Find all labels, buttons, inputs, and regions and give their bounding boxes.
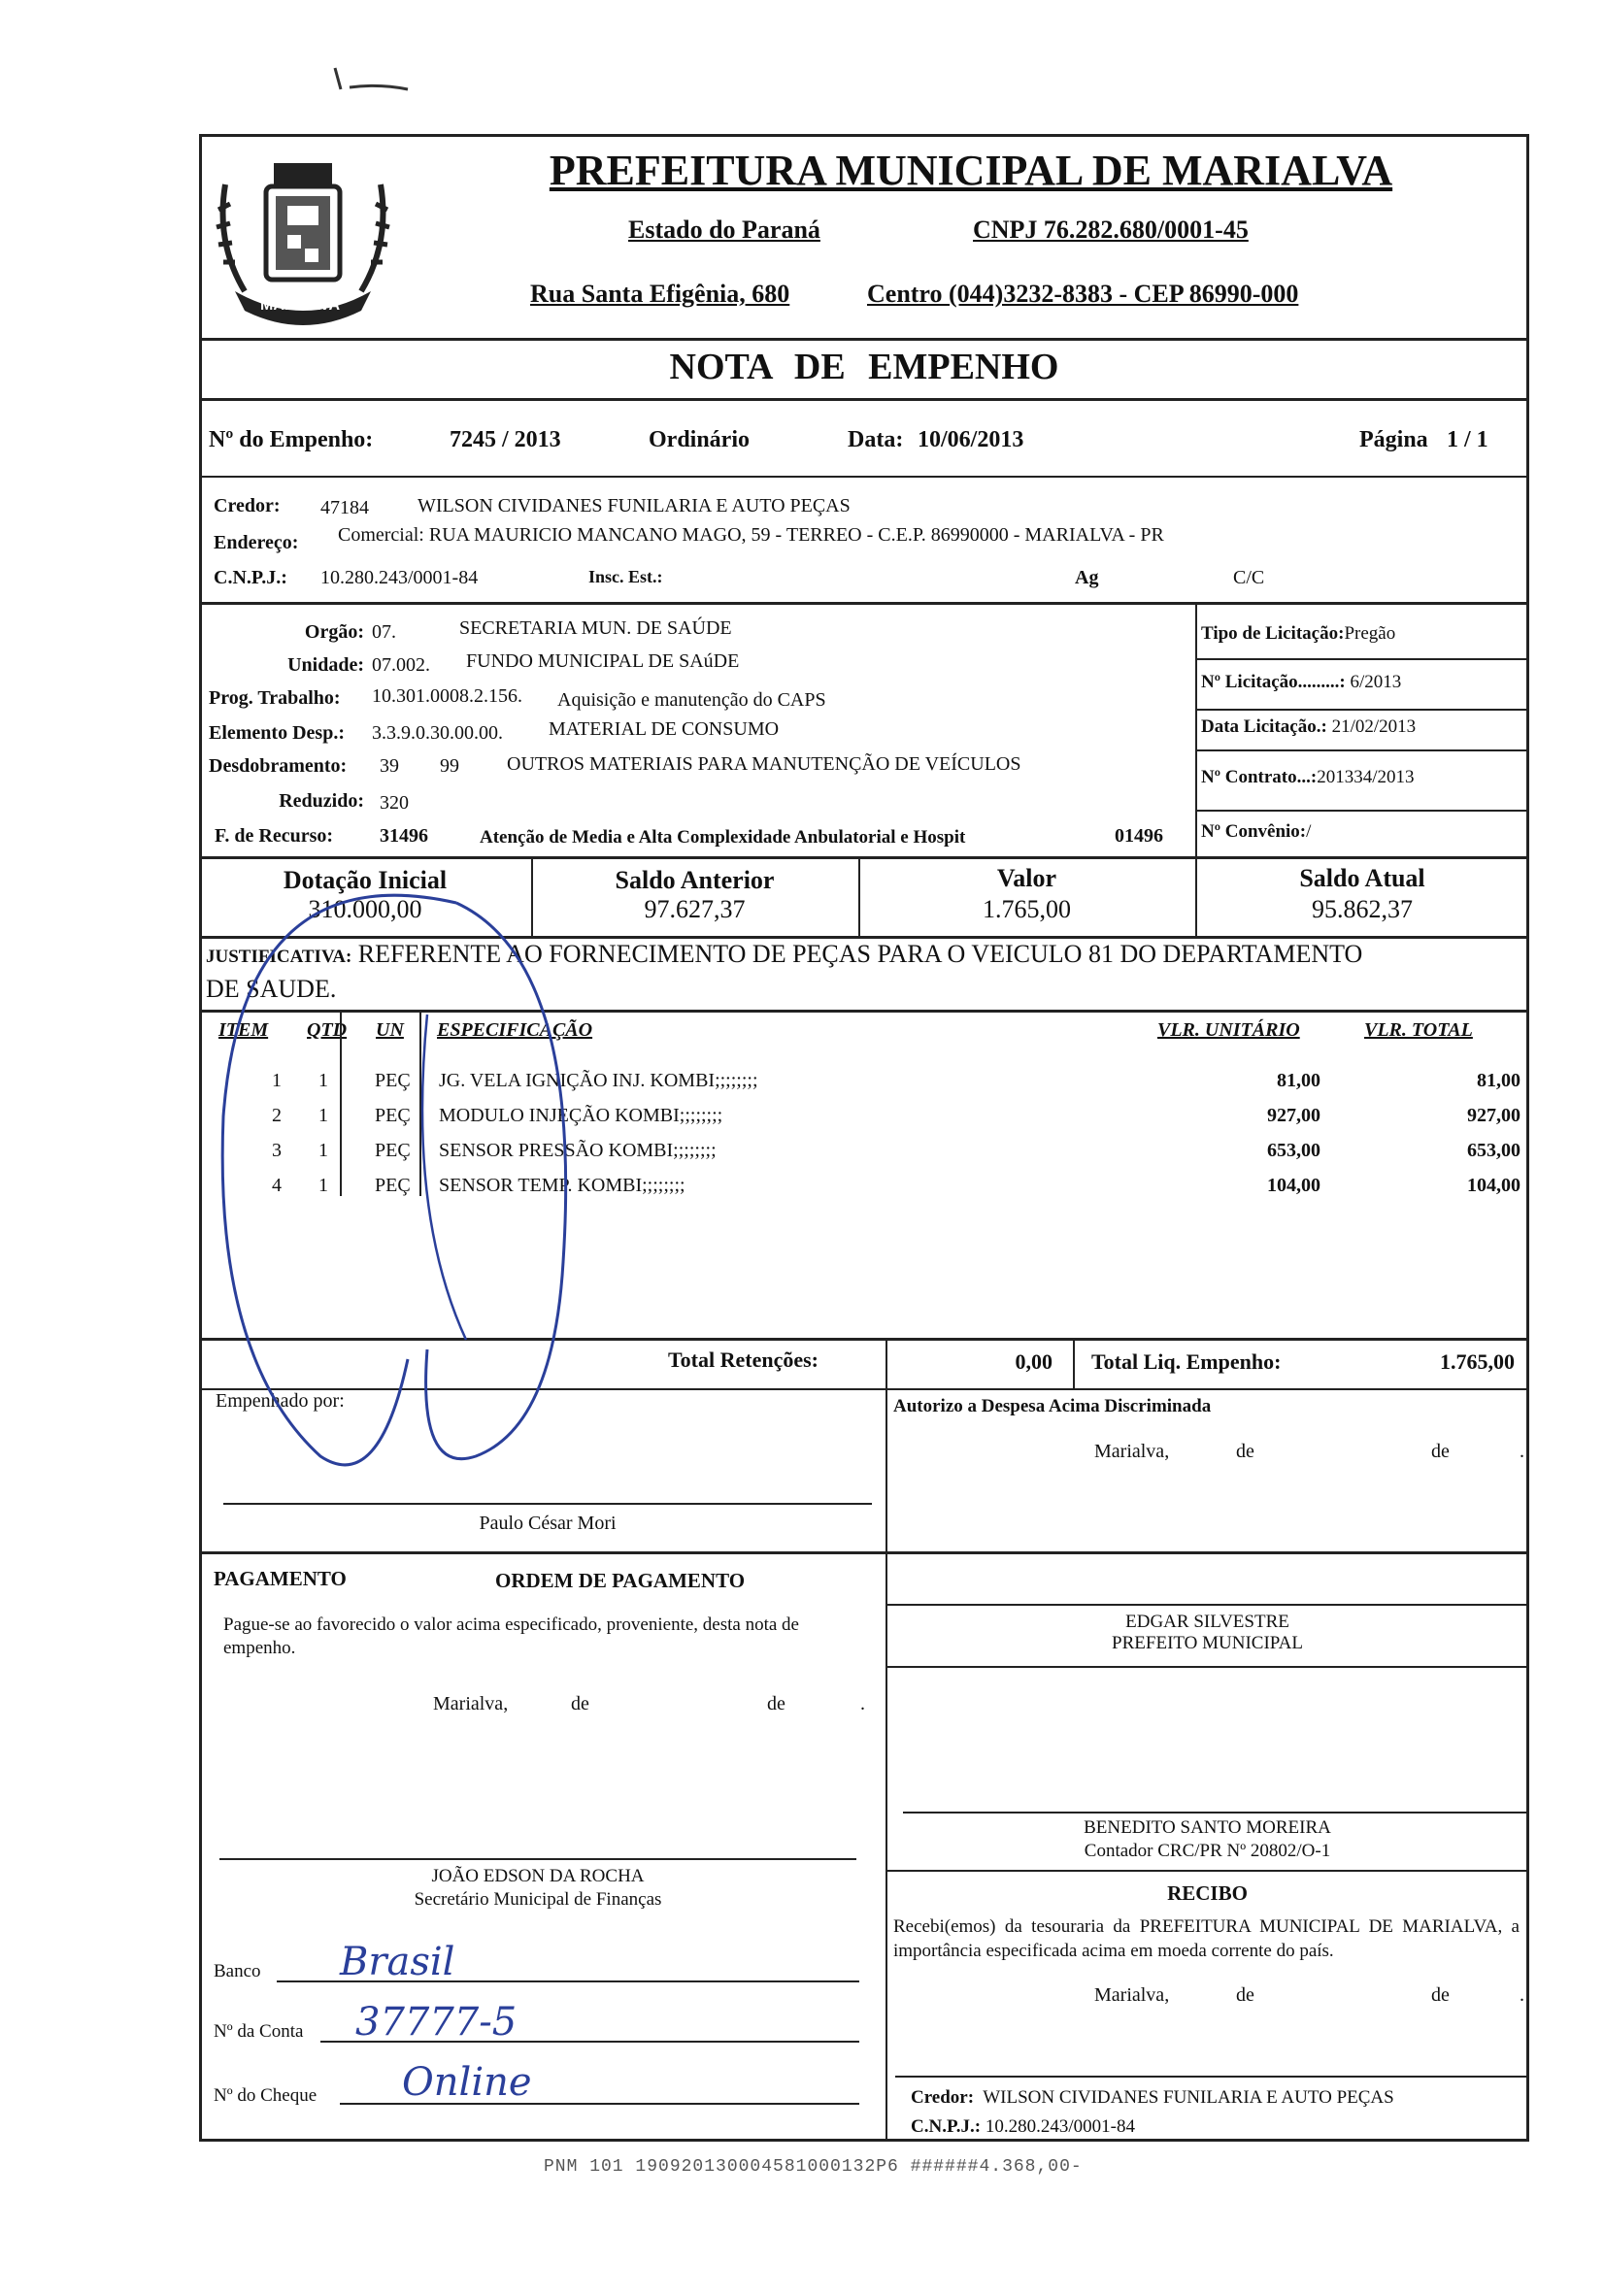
cell-item: 2	[272, 1105, 282, 1126]
cell-espec: SENSOR TEMP. KOMBI;;;;;;;;	[439, 1175, 685, 1196]
pagamento-label: PAGAMENTO	[214, 1567, 347, 1590]
state-name: Estado do Paraná	[628, 216, 820, 244]
cell-total: 81,00	[1477, 1070, 1520, 1091]
prog-label: Prog. Trabalho:	[209, 687, 341, 709]
empenho-number: 7245 / 2013	[450, 427, 561, 452]
unidade-code: 07.002.	[372, 654, 430, 676]
cell-total: 653,00	[1467, 1140, 1520, 1161]
creditor-code: 47184	[320, 497, 369, 518]
saldo-atual-value: 95.862,37	[1312, 895, 1413, 923]
justificativa-line-1: JUSTIFICATIVA: REFERENTE AO FORNECIMENTO DE PEÇAS PARA O VEICULO 81 DO DEPARTAMENTO	[206, 940, 1363, 968]
reduzido-value: 320	[380, 792, 409, 814]
prefeito-name: EDGAR SILVESTRE	[1125, 1612, 1289, 1632]
unidade-label: Unidade:	[287, 654, 364, 676]
desdobramento-label: Desdobramento:	[209, 755, 348, 777]
elemento-code: 3.3.9.0.30.00.00.	[372, 722, 503, 744]
recurso-code: 31496	[380, 825, 428, 847]
contrato-number: Nº Contrato...:201334/2013	[1201, 767, 1415, 787]
cheque-handwritten: Online	[402, 2060, 532, 2105]
convenio-number: Nº Convênio:/	[1201, 821, 1312, 842]
col-espec-header: ESPECIFICAÇÃO	[437, 1019, 593, 1041]
recibo-de-2: de	[1431, 1984, 1450, 2006]
banco-handwritten: Brasil	[340, 1940, 455, 1984]
cell-qtd: 1	[318, 1105, 328, 1126]
footer-credor: Credor: WILSON CIVIDANES FUNILARIA E AUTO PEÇAS	[911, 2087, 1394, 2108]
conta-label: Nº da Conta	[214, 2021, 304, 2042]
recibo-place: Marialva,	[1094, 1984, 1170, 2006]
autorizo-de-1: de	[1236, 1441, 1254, 1462]
cell-un: PEÇ	[375, 1175, 411, 1196]
cell-unit: 81,00	[1277, 1070, 1320, 1091]
empenho-number-label: Nº do Empenho:	[209, 427, 374, 452]
valor-value: 1.765,00	[983, 895, 1071, 923]
document-title: NOTA DE EMPENHO	[669, 347, 1059, 387]
saldo-anterior-value: 97.627,37	[644, 895, 746, 923]
cell-item: 1	[272, 1070, 282, 1091]
autorizo-dot: .	[1520, 1441, 1524, 1462]
justificativa-line-2: DE SAUDE.	[206, 975, 337, 1003]
recurso-label: F. de Recurso:	[215, 825, 334, 847]
address-label: Endereço:	[214, 532, 299, 553]
orgao-label: Orgão:	[304, 621, 364, 643]
cheque-label: Nº do Cheque	[214, 2085, 317, 2106]
dotacao-label: Dotação Inicial	[283, 866, 448, 894]
retencoes-label: Total Retenções:	[668, 1348, 819, 1372]
cell-item: 3	[272, 1140, 282, 1161]
contador-name: BENEDITO SANTO MOREIRA	[1084, 1817, 1331, 1838]
retencoes-value: 0,00	[1015, 1349, 1053, 1374]
secretario-name: JOÃO EDSON DA ROCHA	[431, 1866, 645, 1886]
col-qtd-header: QTD	[307, 1019, 348, 1041]
creditor-cnpj: 10.280.243/0001-84	[320, 567, 479, 588]
pagamento-text: Pague-se ao favorecido o valor acima especificado, proveniente, desta nota de empenho.	[223, 1614, 799, 1658]
autorizo-place: Marialva,	[1094, 1441, 1170, 1462]
licitacao-type-label: Tipo de Licitação:Pregão	[1201, 623, 1396, 644]
cell-espec: JG. VELA IGNIÇÃO INJ. KOMBI;;;;;;;;	[439, 1070, 758, 1091]
autorizo-label: Autorizo a Despesa Acima Discriminada	[893, 1396, 1212, 1416]
banco-label: Banco	[214, 1961, 261, 1981]
municipal-cnpj: CNPJ 76.282.680/0001-45	[973, 216, 1249, 244]
recibo-dot: .	[1520, 1984, 1524, 2006]
cell-qtd: 1	[318, 1070, 328, 1091]
recibo-de-1: de	[1236, 1984, 1254, 2006]
desdobramento-a: 39	[380, 755, 399, 777]
cell-un: PEÇ	[375, 1070, 411, 1091]
recibo-text: Recebi(emos) da tesouraria da PREFEITURA MUNICIPAL DE MARIALVA, a importância especificada acima em moeda corrente do país.	[893, 1916, 1520, 1961]
orgao-name: SECRETARIA MUN. DE SAÚDE	[459, 617, 732, 639]
liq-empenho-value: 1.765,00	[1440, 1349, 1515, 1374]
municipality-title: PREFEITURA MUNICIPAL DE MARIALVA	[549, 147, 1393, 194]
col-unit-header: VLR. UNITÁRIO	[1157, 1019, 1300, 1041]
cell-total: 927,00	[1467, 1105, 1520, 1126]
orgao-code: 07.	[372, 621, 396, 643]
pagamento-place: Marialva,	[433, 1693, 509, 1714]
empenhado-name: Paulo César Mori	[479, 1513, 617, 1534]
autorizo-de-2: de	[1431, 1441, 1450, 1462]
insc-label: Insc. Est.:	[588, 567, 663, 586]
creditor-name: WILSON CIVIDANES FUNILARIA E AUTO PEÇAS	[418, 495, 851, 516]
page-number: 1 / 1	[1447, 427, 1488, 452]
empenho-date-label: Data:	[848, 427, 904, 452]
cell-item: 4	[272, 1175, 282, 1196]
col-item-header: ITEM	[218, 1019, 269, 1041]
cell-total: 104,00	[1467, 1175, 1520, 1196]
recurso-name: Atenção de Media e Alta Complexidade Anbulatorial e Hospit	[480, 827, 966, 848]
cell-qtd: 1	[318, 1175, 328, 1196]
desdobramento-name: OUTROS MATERIAIS PARA MANUTENÇÃO DE VEÍCULOS	[507, 753, 1021, 775]
saldo-anterior-label: Saldo Anterior	[615, 866, 775, 894]
municipal-address: Rua Santa Efigênia, 680	[530, 280, 790, 308]
micr-line: PNM 101 190920130004581000132P6 ######4.368,00-	[544, 2157, 1083, 2177]
contador-title: Contador CRC/PR Nº 20802/O-1	[1084, 1841, 1331, 1861]
unidade-name: FUNDO MUNICIPAL DE SAúDE	[466, 650, 740, 672]
valor-label: Valor	[996, 864, 1057, 892]
cell-qtd: 1	[318, 1140, 328, 1161]
empenhado-label: Empenhado por:	[216, 1390, 345, 1412]
crest-banner-text: MARIALVA	[260, 297, 341, 314]
cell-un: PEÇ	[375, 1105, 411, 1126]
saldo-atual-label: Saldo Atual	[1299, 864, 1425, 892]
cc-label: C/C	[1233, 567, 1265, 588]
ag-label: Ag	[1075, 567, 1099, 588]
empenho-type: Ordinário	[649, 427, 751, 452]
desdobramento-b: 99	[440, 755, 459, 777]
pagamento-de-1: de	[571, 1693, 589, 1714]
cnpj-label: C.N.P.J.:	[214, 567, 287, 588]
col-total-header: VLR. TOTAL	[1364, 1019, 1473, 1041]
dotacao-value: 310.000,00	[308, 895, 422, 923]
recurso-code-2: 01496	[1115, 825, 1163, 847]
page-label: Página	[1359, 427, 1428, 452]
prog-code: 10.301.0008.2.156.	[372, 685, 522, 707]
prog-name: Aquisição e manutenção do CAPS	[557, 689, 826, 711]
creditor-label: Credor:	[214, 495, 281, 516]
liq-empenho-label: Total Liq. Empenho:	[1091, 1349, 1282, 1374]
empenho-date: 10/06/2013	[918, 427, 1024, 452]
cell-unit: 104,00	[1267, 1175, 1320, 1196]
cell-espec: MODULO INJEÇÃO KOMBI;;;;;;;;	[439, 1105, 723, 1126]
licitacao-date: Data Licitação.: 21/02/2013	[1201, 716, 1417, 737]
pagamento-de-2: de	[767, 1693, 785, 1714]
cell-un: PEÇ	[375, 1140, 411, 1161]
cell-espec: SENSOR PRESSÃO KOMBI;;;;;;;;	[439, 1140, 717, 1161]
secretario-title: Secretário Municipal de Finanças	[414, 1889, 662, 1910]
municipal-contact: Centro (044)3232-8383 - CEP 86990-000	[867, 280, 1299, 308]
recibo-title: RECIBO	[1167, 1881, 1248, 1905]
elemento-name: MATERIAL DE CONSUMO	[549, 718, 780, 740]
creditor-address: Comercial: RUA MAURICIO MANCANO MAGO, 59 - TERREO - C.E.P. 86990000 - MARIALVA - PR	[338, 524, 1164, 546]
reduzido-label: Reduzido:	[279, 790, 364, 812]
elemento-label: Elemento Desp.:	[209, 722, 345, 744]
cell-unit: 653,00	[1267, 1140, 1320, 1161]
cell-unit: 927,00	[1267, 1105, 1320, 1126]
conta-handwritten: 37777-5	[355, 2000, 518, 2045]
col-un-header: UN	[376, 1019, 404, 1041]
pagamento-dot: .	[860, 1693, 865, 1714]
ordem-pagamento-label: ORDEM DE PAGAMENTO	[495, 1569, 746, 1592]
prefeito-title: PREFEITO MUNICIPAL	[1112, 1633, 1303, 1653]
footer-cnpj: C.N.P.J.: 10.280.243/0001-84	[911, 2116, 1135, 2137]
licitacao-number: Nº Licitação.........: 6/2013	[1201, 672, 1402, 692]
